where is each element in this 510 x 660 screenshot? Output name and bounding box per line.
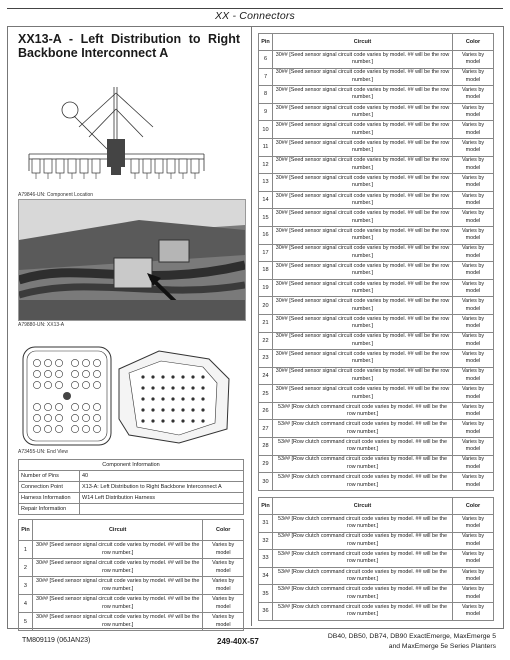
table-row bbox=[19, 577, 244, 595]
column-divider bbox=[251, 26, 252, 626]
figure-caption: A79880-UN: XX13-A bbox=[18, 322, 65, 328]
pin-socket bbox=[141, 408, 144, 411]
pin-number: 26 bbox=[259, 402, 273, 420]
wire-color: Varies by model bbox=[453, 402, 494, 420]
circuit-text: 53## [Row clutch command circuit code varies by model. ## will be the row number.] bbox=[273, 473, 453, 491]
pin-cavity bbox=[71, 370, 78, 377]
wire-color: Varies by model bbox=[453, 174, 494, 192]
pin-cavity bbox=[71, 359, 78, 366]
circuit-text: 30## [Seed sensor signal circuit code varies by model. ## will be the row number.] bbox=[273, 121, 453, 139]
table-row bbox=[259, 279, 494, 297]
table-row bbox=[259, 585, 494, 603]
pin-socket bbox=[181, 397, 184, 400]
table-row bbox=[19, 471, 244, 482]
circuit-text: 53## [Row clutch command circuit code varies by model. ## will be the row number.] bbox=[273, 515, 453, 533]
pin-cavity bbox=[82, 403, 89, 410]
circuit-text: 53## [Row clutch command circuit code varies by model. ## will be the row number.] bbox=[273, 602, 453, 620]
pin-header: Pin bbox=[259, 498, 273, 515]
pin-socket bbox=[201, 386, 204, 389]
circuit-text: 53## [Row clutch command circuit code varies by model. ## will be the row number.] bbox=[273, 532, 453, 550]
pin-number: 3 bbox=[19, 577, 33, 595]
pin-number: 9 bbox=[259, 103, 273, 121]
table-row bbox=[19, 541, 244, 559]
pin-cavity bbox=[44, 381, 51, 388]
table-row bbox=[19, 482, 244, 493]
table-row bbox=[259, 515, 494, 533]
circuit-text: 30## [Seed sensor signal circuit code varies by model. ## will be the row number.] bbox=[273, 279, 453, 297]
table-row bbox=[259, 567, 494, 585]
circuit-text: 30## [Seed sensor signal circuit code varies by model. ## will be the row number.] bbox=[273, 138, 453, 156]
pin-socket bbox=[171, 397, 174, 400]
pin-cavity bbox=[44, 370, 51, 377]
circuit-text: 30## [Seed sensor signal circuit code varies by model. ## will be the row number.] bbox=[32, 541, 202, 559]
model-list-line: and MaxEmerge 5e Series Planters bbox=[388, 643, 496, 650]
pin-cavity bbox=[33, 381, 40, 388]
circuit-header: Circuit bbox=[273, 34, 453, 51]
pin-number: 17 bbox=[259, 244, 273, 262]
wire-color: Varies by model bbox=[203, 559, 244, 577]
circuit-text: 30## [Seed sensor signal circuit code varies by model. ## will be the row number.] bbox=[273, 68, 453, 86]
table-row bbox=[259, 297, 494, 315]
circuit-text: 30## [Seed sensor signal circuit code varies by model. ## will be the row number.] bbox=[273, 385, 453, 403]
wire-color: Varies by model bbox=[453, 138, 494, 156]
pin-number: 21 bbox=[259, 314, 273, 332]
info-label: Number of Pins bbox=[19, 471, 80, 482]
pin-cavity bbox=[93, 370, 100, 377]
pin-cavity bbox=[93, 381, 100, 388]
pin-number: 6 bbox=[259, 51, 273, 69]
pin-number: 14 bbox=[259, 191, 273, 209]
pin-cavity bbox=[55, 381, 62, 388]
table-row bbox=[259, 86, 494, 104]
circuit-text: 30## [Seed sensor signal circuit code varies by model. ## will be the row number.] bbox=[32, 613, 202, 631]
table-row bbox=[259, 244, 494, 262]
pin-cavity bbox=[93, 425, 100, 432]
pin-number: 10 bbox=[259, 121, 273, 139]
wire-color: Varies by model bbox=[453, 262, 494, 280]
left-pin-table bbox=[18, 519, 244, 631]
wire-color: Varies by model bbox=[203, 577, 244, 595]
end-view-drawing bbox=[19, 339, 245, 447]
component-info-heading: Component Information bbox=[19, 460, 244, 471]
pin-socket bbox=[181, 386, 184, 389]
table-row bbox=[259, 51, 494, 69]
pin-cavity bbox=[71, 403, 78, 410]
circuit-text: 30## [Seed sensor signal circuit code varies by model. ## will be the row number.] bbox=[273, 156, 453, 174]
connector-end-view bbox=[18, 338, 246, 448]
pin-cavity bbox=[33, 425, 40, 432]
model-list bbox=[296, 632, 496, 652]
pin-socket bbox=[161, 408, 164, 411]
color-header: Color bbox=[453, 498, 494, 515]
color-header: Color bbox=[203, 520, 244, 541]
table-row bbox=[259, 191, 494, 209]
pin-cavity bbox=[82, 359, 89, 366]
pin-socket bbox=[201, 397, 204, 400]
circuit-text: 30## [Seed sensor signal circuit code varies by model. ## will be the row number.] bbox=[273, 350, 453, 368]
pin-socket bbox=[171, 386, 174, 389]
right-pin-table bbox=[258, 33, 494, 491]
table-row bbox=[259, 262, 494, 280]
table-row bbox=[259, 314, 494, 332]
model-list-line: DB40, DB50, DB74, DB90 ExactEmerge, MaxEmerge 5 bbox=[327, 633, 496, 640]
document-id: TM809119 (06JAN23) bbox=[22, 637, 91, 644]
pin-cavity bbox=[44, 425, 51, 432]
table-row bbox=[259, 438, 494, 456]
circuit-text: 30## [Seed sensor signal circuit code varies by model. ## will be the row number.] bbox=[273, 262, 453, 280]
pin-socket bbox=[151, 408, 154, 411]
wire-color: Varies by model bbox=[453, 156, 494, 174]
pin-cavity bbox=[55, 370, 62, 377]
pin-socket bbox=[151, 397, 154, 400]
table-row bbox=[259, 209, 494, 227]
pin-number: 1 bbox=[19, 541, 33, 559]
wire-color: Varies by model bbox=[203, 613, 244, 631]
wire-color: Varies by model bbox=[453, 420, 494, 438]
pin-cavity bbox=[82, 381, 89, 388]
table-row bbox=[259, 532, 494, 550]
info-value: X13-A: Left Distribution to Right Backbone Interconnect A bbox=[80, 482, 244, 493]
wire-color: Varies by model bbox=[453, 103, 494, 121]
color-header: Color bbox=[453, 34, 494, 51]
circuit-text: 30## [Seed sensor signal circuit code varies by model. ## will be the row number.] bbox=[273, 367, 453, 385]
circuit-text: 30## [Seed sensor signal circuit code varies by model. ## will be the row number.] bbox=[32, 577, 202, 595]
page-number: 249-40X-57 bbox=[217, 637, 259, 646]
pin-cavity bbox=[33, 359, 40, 366]
wire-color: Varies by model bbox=[453, 191, 494, 209]
pin-socket bbox=[191, 386, 194, 389]
pin-number: 31 bbox=[259, 515, 273, 533]
wire-color: Varies by model bbox=[453, 550, 494, 568]
wire-color: Varies by model bbox=[453, 532, 494, 550]
wire-color: Varies by model bbox=[453, 350, 494, 368]
table-row bbox=[259, 174, 494, 192]
figure-caption: A79846-UN: Component Location bbox=[18, 192, 94, 198]
wire-color: Varies by model bbox=[453, 585, 494, 603]
table-row bbox=[259, 385, 494, 403]
pin-cavity bbox=[55, 403, 62, 410]
pin-socket bbox=[141, 397, 144, 400]
table-row bbox=[259, 550, 494, 568]
pin-number: 13 bbox=[259, 174, 273, 192]
wire-color: Varies by model bbox=[453, 567, 494, 585]
pin-number: 25 bbox=[259, 385, 273, 403]
right-pin-table-continued bbox=[258, 497, 494, 621]
table-row bbox=[259, 68, 494, 86]
pin-socket bbox=[171, 419, 174, 422]
pin-number: 35 bbox=[259, 585, 273, 603]
table-row bbox=[259, 103, 494, 121]
pin-number: 33 bbox=[259, 550, 273, 568]
pin-cavity bbox=[93, 414, 100, 421]
wire-color: Varies by model bbox=[453, 279, 494, 297]
info-value bbox=[80, 504, 244, 515]
pin-number: 27 bbox=[259, 420, 273, 438]
pin-socket bbox=[151, 419, 154, 422]
pin-cavity bbox=[71, 381, 78, 388]
wire-color: Varies by model bbox=[453, 473, 494, 491]
info-value: W14 Left Distribution Harness bbox=[80, 493, 244, 504]
pin-number: 16 bbox=[259, 226, 273, 244]
table-row bbox=[259, 121, 494, 139]
wire-color: Varies by model bbox=[453, 68, 494, 86]
circuit-text: 30## [Seed sensor signal circuit code varies by model. ## will be the row number.] bbox=[273, 226, 453, 244]
wire-color: Varies by model bbox=[453, 121, 494, 139]
planter-drawing bbox=[19, 79, 245, 190]
circuit-text: 30## [Seed sensor signal circuit code varies by model. ## will be the row number.] bbox=[273, 191, 453, 209]
wire-color: Varies by model bbox=[453, 602, 494, 620]
pin-socket bbox=[151, 375, 154, 378]
pin-socket bbox=[201, 375, 204, 378]
pin-cavity bbox=[71, 425, 78, 432]
table-row bbox=[259, 226, 494, 244]
circuit-text: 53## [Row clutch command circuit code varies by model. ## will be the row number.] bbox=[273, 585, 453, 603]
wire-color: Varies by model bbox=[453, 367, 494, 385]
wire-color: Varies by model bbox=[453, 209, 494, 227]
pin-number: 4 bbox=[19, 595, 33, 613]
pin-header: Pin bbox=[19, 520, 33, 541]
wire-color: Varies by model bbox=[453, 86, 494, 104]
pin-socket bbox=[161, 419, 164, 422]
pin-socket bbox=[171, 375, 174, 378]
circuit-text: 53## [Row clutch command circuit code varies by model. ## will be the row number.] bbox=[273, 550, 453, 568]
circuit-text: 53## [Row clutch command circuit code varies by model. ## will be the row number.] bbox=[273, 455, 453, 473]
circuit-text: 30## [Seed sensor signal circuit code varies by model. ## will be the row number.] bbox=[273, 174, 453, 192]
table-row bbox=[259, 473, 494, 491]
pin-cavity bbox=[82, 414, 89, 421]
page-header-title: XX - Connectors bbox=[214, 10, 296, 22]
pin-number: 23 bbox=[259, 350, 273, 368]
circuit-text: 30## [Seed sensor signal circuit code varies by model. ## will be the row number.] bbox=[273, 86, 453, 104]
pin-number: 20 bbox=[259, 297, 273, 315]
circuit-text: 53## [Row clutch command circuit code varies by model. ## will be the row number.] bbox=[273, 567, 453, 585]
pin-number: 28 bbox=[259, 438, 273, 456]
pin-socket bbox=[191, 397, 194, 400]
pin-cavity bbox=[33, 403, 40, 410]
connector-photo-art bbox=[19, 200, 245, 320]
table-row bbox=[259, 156, 494, 174]
pin-socket bbox=[141, 375, 144, 378]
pin-header: Pin bbox=[259, 34, 273, 51]
pin-cavity bbox=[44, 414, 51, 421]
circuit-text: 53## [Row clutch command circuit code varies by model. ## will be the row number.] bbox=[273, 420, 453, 438]
pin-socket bbox=[151, 386, 154, 389]
pin-cavity bbox=[33, 414, 40, 421]
component-location-figure bbox=[18, 78, 246, 191]
wire-color: Varies by model bbox=[453, 226, 494, 244]
pin-cavity bbox=[93, 359, 100, 366]
pin-socket bbox=[161, 386, 164, 389]
wire-color: Varies by model bbox=[453, 515, 494, 533]
pin-socket bbox=[141, 419, 144, 422]
pin-socket bbox=[141, 386, 144, 389]
wire-color: Varies by model bbox=[453, 51, 494, 69]
circuit-text: 30## [Seed sensor signal circuit code varies by model. ## will be the row number.] bbox=[32, 595, 202, 613]
pin-number: 30 bbox=[259, 473, 273, 491]
pin-socket bbox=[171, 408, 174, 411]
pin-cavity bbox=[82, 425, 89, 432]
table-row bbox=[259, 138, 494, 156]
circuit-text: 30## [Seed sensor signal circuit code varies by model. ## will be the row number.] bbox=[273, 209, 453, 227]
pin-number: 22 bbox=[259, 332, 273, 350]
pin-socket bbox=[181, 419, 184, 422]
pin-cavity bbox=[44, 403, 51, 410]
table-row bbox=[259, 455, 494, 473]
table-row bbox=[259, 602, 494, 620]
figure-caption: A73455-UN: End View bbox=[18, 449, 68, 455]
section-title: XX13-A - Left Distribution to Right Backbone Interconnect A bbox=[18, 32, 240, 60]
circuit-text: 53## [Row clutch command circuit code varies by model. ## will be the row number.] bbox=[273, 438, 453, 456]
pin-number: 18 bbox=[259, 262, 273, 280]
circuit-text: 30## [Seed sensor signal circuit code varies by model. ## will be the row number.] bbox=[273, 297, 453, 315]
circuit-text: 30## [Seed sensor signal circuit code varies by model. ## will be the row number.] bbox=[32, 559, 202, 577]
pin-cavity bbox=[71, 414, 78, 421]
pin-number: 36 bbox=[259, 602, 273, 620]
circuit-text: 30## [Seed sensor signal circuit code varies by model. ## will be the row number.] bbox=[273, 51, 453, 69]
pin-cavity bbox=[82, 370, 89, 377]
wire-color: Varies by model bbox=[453, 438, 494, 456]
info-value: 40 bbox=[80, 471, 244, 482]
table-row bbox=[259, 332, 494, 350]
pin-number: 24 bbox=[259, 367, 273, 385]
pin-number: 15 bbox=[259, 209, 273, 227]
pin-number: 11 bbox=[259, 138, 273, 156]
wire-color: Varies by model bbox=[203, 541, 244, 559]
pin-number: 29 bbox=[259, 455, 273, 473]
info-label: Harness Information bbox=[19, 493, 80, 504]
connector-photo bbox=[18, 199, 246, 321]
component-info-table bbox=[18, 459, 244, 515]
pin-number: 5 bbox=[19, 613, 33, 631]
circuit-text: 30## [Seed sensor signal circuit code varies by model. ## will be the row number.] bbox=[273, 103, 453, 121]
pin-number: 34 bbox=[259, 567, 273, 585]
pin-cavity bbox=[55, 425, 62, 432]
pin-cavity bbox=[55, 359, 62, 366]
pin-number: 19 bbox=[259, 279, 273, 297]
table-row bbox=[19, 613, 244, 631]
table-row bbox=[259, 350, 494, 368]
table-row bbox=[259, 367, 494, 385]
info-label: Repair Information bbox=[19, 504, 80, 515]
circuit-header: Circuit bbox=[32, 520, 202, 541]
pin-number: 2 bbox=[19, 559, 33, 577]
wire-color: Varies by model bbox=[453, 297, 494, 315]
table-row bbox=[19, 559, 244, 577]
table-row bbox=[259, 420, 494, 438]
circuit-text: 53## [Row clutch command circuit code varies by model. ## will be the row number.] bbox=[273, 402, 453, 420]
wire-color: Varies by model bbox=[453, 455, 494, 473]
pin-number: 7 bbox=[259, 68, 273, 86]
pin-socket bbox=[191, 419, 194, 422]
pin-socket bbox=[161, 375, 164, 378]
circuit-text: 30## [Seed sensor signal circuit code varies by model. ## will be the row number.] bbox=[273, 244, 453, 262]
table-row bbox=[19, 504, 244, 515]
wire-color: Varies by model bbox=[453, 385, 494, 403]
pin-cavity bbox=[44, 359, 51, 366]
pin-number: 32 bbox=[259, 532, 273, 550]
table-row bbox=[19, 493, 244, 504]
pin-cavity bbox=[55, 414, 62, 421]
pin-cavity bbox=[93, 403, 100, 410]
table-row bbox=[19, 595, 244, 613]
pin-socket bbox=[161, 397, 164, 400]
table-row bbox=[259, 402, 494, 420]
wire-color: Varies by model bbox=[453, 332, 494, 350]
pin-socket bbox=[191, 375, 194, 378]
circuit-text: 30## [Seed sensor signal circuit code varies by model. ## will be the row number.] bbox=[273, 332, 453, 350]
wire-color: Varies by model bbox=[453, 244, 494, 262]
pin-socket bbox=[181, 375, 184, 378]
pin-socket bbox=[201, 408, 204, 411]
circuit-text: 30## [Seed sensor signal circuit code varies by model. ## will be the row number.] bbox=[273, 314, 453, 332]
pin-socket bbox=[201, 419, 204, 422]
circuit-header: Circuit bbox=[273, 498, 453, 515]
wire-color: Varies by model bbox=[453, 314, 494, 332]
pin-socket bbox=[191, 408, 194, 411]
wire-color: Varies by model bbox=[203, 595, 244, 613]
pin-cavity bbox=[33, 370, 40, 377]
pin-number: 12 bbox=[259, 156, 273, 174]
pin-number: 8 bbox=[259, 86, 273, 104]
info-label: Connection Point bbox=[19, 482, 80, 493]
pin-socket bbox=[181, 408, 184, 411]
